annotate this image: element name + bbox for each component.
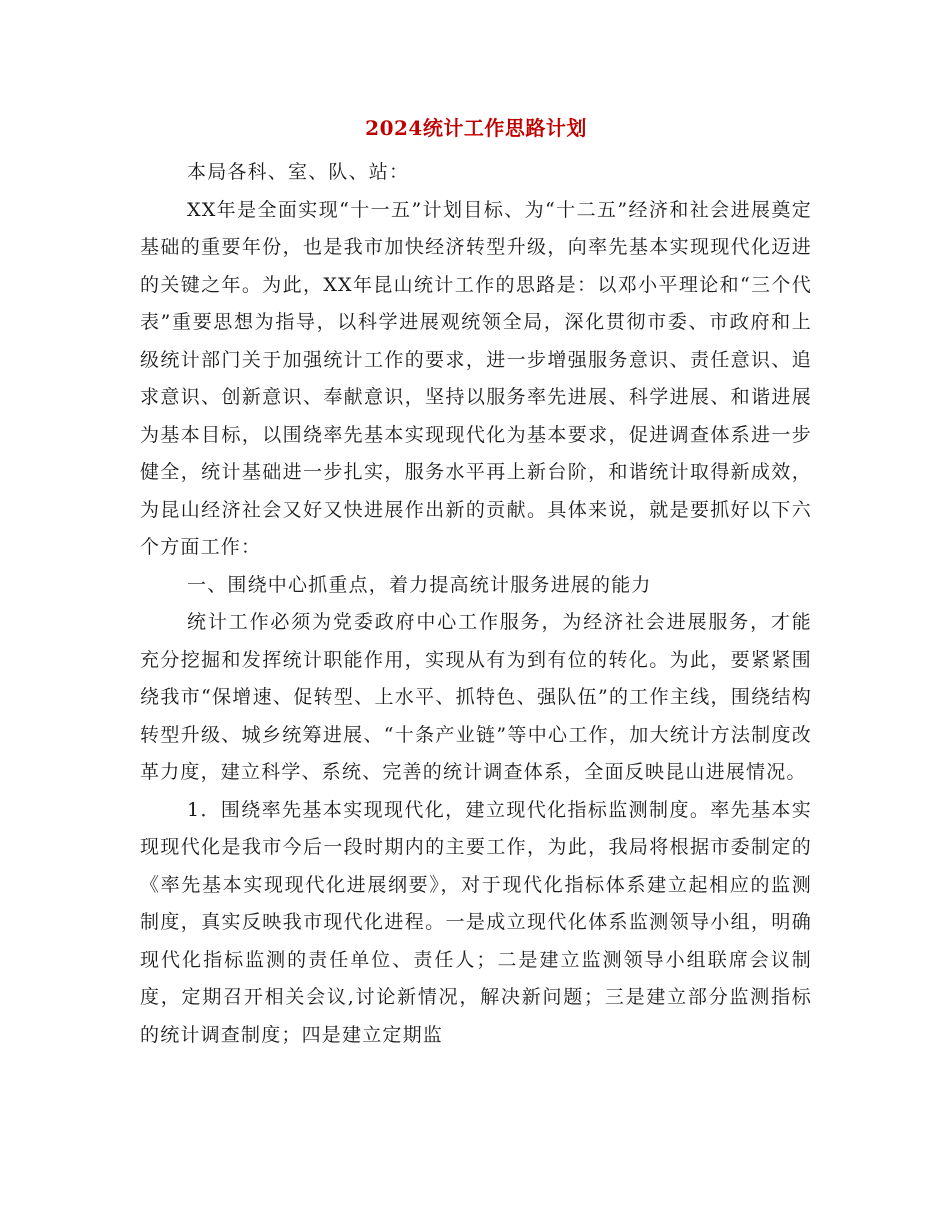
paragraph-section-1: 统计工作必须为党委政府中心工作服务，为经济社会进展服务，才能充分挖掘和发挥统计职能作用，实现从有为到有位的转化。为此，要紧紧围绕我市“保增速、促转型、上水平、抓特色、强队伍”的工作主线，围绕结构转型升级、城乡统筹进展、“十条产业链”等中心工作，加大统计方法制度改革力度，建立科学、系统、完善的统计调查体系，全面反映昆山进展情况。 — [140, 611, 812, 783]
salutation: 本局各科、室、队、站： — [187, 161, 410, 183]
document-page — [140, 112, 812, 1054]
document-title: 2024统计工作思路计划 — [365, 116, 587, 140]
section-heading-1: 一、围绕中心抓重点，着力提高统计服务进展的能力 — [187, 573, 652, 596]
paragraph-item-1: 1．围绕率先基本实现现代化，建立现代化指标监测制度。率先基本实现现代化是我市今后一段时期内的主要工作，为此，我局将根据市委制定的《率先基本实现现代化进展纲要》，对于现代化指标体系建立起相应的监测制度，真实反映我市现代化进程。一是成立现代化体系监测领导小组，明确现代化指标监测的责任单位、责任人；二是建立监测领导小组联席会议制度，定期召开相关会议,讨论新情况，解决新问题；三是建立部分监测指标的统计调查制度；四是建立定期监 — [140, 798, 812, 1046]
paragraph-intro: XX年是全面实现“十一五”计划目标、为“十二五”经济和社会进展奠定基础的重要年份，也是我市加快经济转型升级，向率先基本实现现代化迈进的关键之年。为此，XX年昆山统计工作的思路是：以邓小平理论和“三个代表”重要思想为指导，以科学进展观统领全局，深化贯彻市委、市政府和上级统计部门关于加强统计工作的要求，进一步增强服务意识、责任意识、追求意识、创新意识、奉献意识，坚持以服务率先进展、科学进展、和谐进展为基本目标，以围绕率先基本实现现代化为基本要求，促进调查体系进一步健全，统计基础进一步扎实，服务水平再上新台阶，和谐统计取得新成效，为昆山经济社会又好又快进展作出新的贡献。具体来说，就是要抓好以下六个方面工作： — [140, 198, 812, 558]
